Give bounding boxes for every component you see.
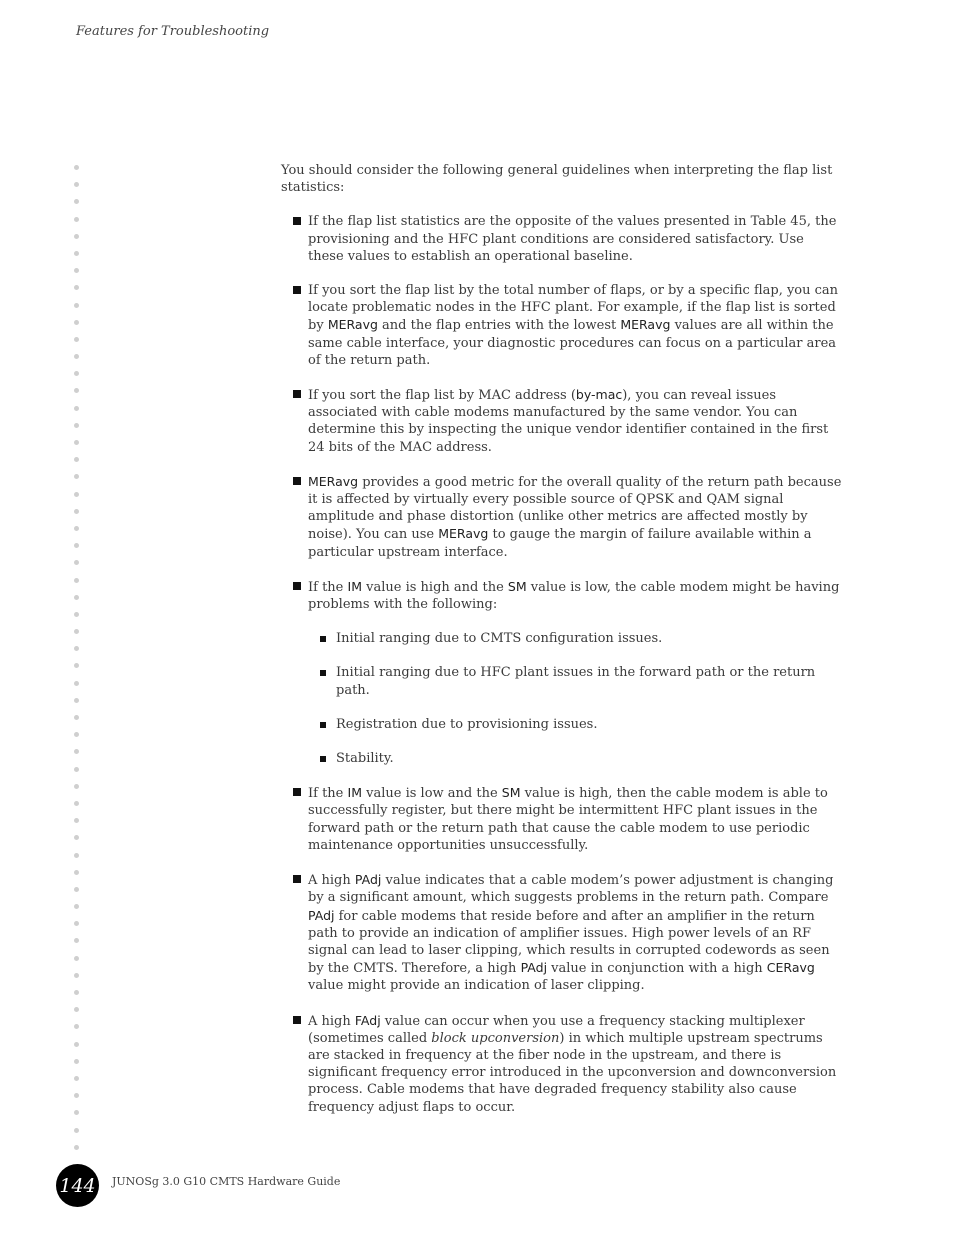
margin-dot (74, 853, 79, 858)
text-segment: If the (308, 579, 348, 595)
margin-dot (74, 217, 79, 222)
text-segment: value is high and the (362, 579, 508, 595)
field-name: FAdj (354, 1012, 381, 1028)
text-segment: value indicates that a cable modem’s power adjustment is changing by a significant amount, which suggests problems in the return path. Compare (308, 873, 834, 906)
text-segment: and the flap entries with the lowest (377, 318, 621, 334)
margin-dot (74, 801, 79, 806)
margin-dot (74, 543, 79, 548)
margin-dot (74, 406, 79, 411)
text-segment: value might provide an indication of laser clipping. (308, 978, 645, 994)
guideline-item (281, 871, 843, 994)
margin-dot (74, 303, 79, 308)
text-segment: If the flap list statistics are the opposite of the values presented in Table 45, the provisioning and the HFC plant conditions are considered satisfactory. Use these values to establish an operational baseline. (308, 214, 837, 264)
guideline-list (281, 213, 843, 1115)
margin-dot (74, 1042, 79, 1047)
margin-dot (74, 509, 79, 514)
field-name: MERavg (438, 526, 489, 542)
main-content (281, 162, 843, 1133)
field-name: IM (347, 578, 362, 594)
margin-dot (74, 818, 79, 823)
text-segment: If you sort the flap list by the total number of flaps, or by a specific flap, you can locate problematic nodes in the HFC plant. For example, if the flap list is sorted by (308, 283, 839, 334)
text-segment: provides a good metric for the overall quality of the return path because it is affected by virtually every possible source of QPSK and QAM signal amplitude and phase distortion (unlike other metrics are affected mostly by noise). You can use (308, 474, 842, 543)
margin-dot (74, 646, 79, 651)
margin-dot (74, 457, 79, 462)
margin-dot (74, 870, 79, 875)
text-segment: to gauge the margin of failure available within a particular upstream interface. (308, 527, 812, 560)
field-name: MERavg (620, 317, 671, 333)
margin-dot (74, 990, 79, 995)
margin-dot (74, 182, 79, 187)
field-name: IM (347, 785, 362, 801)
margin-dot (74, 251, 79, 256)
guideline-item (281, 784, 843, 854)
page-number-badge: 144 (56, 1164, 99, 1207)
margin-dot (74, 578, 79, 583)
margin-dot (74, 337, 79, 342)
margin-dot (74, 784, 79, 789)
text-segment: value is low, the cable modem might be having problems with the following: (308, 579, 840, 613)
margin-dot (74, 440, 79, 445)
guideline-item (281, 473, 843, 561)
margin-dot (74, 423, 79, 428)
intro-paragraph: You should consider the following general guidelines when interpreting the flap list statistics: (281, 163, 833, 196)
margin-dot (74, 835, 79, 840)
field-name: MERavg (308, 473, 359, 489)
margin-dot (74, 767, 79, 772)
margin-dot (74, 956, 79, 961)
text-segment: block upconversion (431, 1030, 560, 1046)
field-name: PAdj (354, 872, 382, 888)
margin-dot (74, 1076, 79, 1081)
margin-dot (74, 921, 79, 926)
margin-dot (74, 268, 79, 273)
margin-dot (74, 1007, 79, 1012)
field-name: PAdj (520, 960, 548, 976)
margin-dot (74, 1110, 79, 1115)
margin-dot (74, 629, 79, 634)
guideline-item (281, 213, 843, 265)
guideline-item (281, 578, 843, 767)
field-name: by-mac (575, 387, 623, 403)
margin-dot (74, 388, 79, 393)
margin-dot (74, 715, 79, 720)
margin-dot (74, 595, 79, 600)
margin-dot (74, 165, 79, 170)
text-segment: A high (308, 873, 355, 889)
guideline-item (281, 386, 843, 456)
margin-dot (74, 560, 79, 565)
field-name: SM (501, 785, 521, 801)
field-name: SM (507, 578, 527, 594)
margin-dot (74, 1145, 79, 1150)
margin-dot (74, 354, 79, 359)
text-segment: values are all within the same cable interface, your diagnostic procedures can focus on a particular area of the return path. (308, 318, 837, 368)
guideline-item (281, 1012, 843, 1116)
margin-dot (74, 1128, 79, 1133)
margin-dot (74, 1059, 79, 1064)
field-name: CERavg (766, 960, 815, 976)
sub-list-item: Stability. (308, 750, 843, 767)
margin-dot (74, 681, 79, 686)
margin-dot (74, 904, 79, 909)
margin-dot (74, 1024, 79, 1029)
margin-dot (74, 749, 79, 754)
text-segment: If you sort the flap list by MAC address ( (308, 388, 576, 404)
sub-list-item: Registration due to provisioning issues. (308, 716, 843, 733)
margin-dot (74, 663, 79, 668)
text-segment: value is low and the (362, 786, 502, 802)
margin-dot (74, 320, 79, 325)
margin-dot (74, 887, 79, 892)
margin-dot (74, 234, 79, 239)
margin-dot-rule (72, 165, 84, 1162)
text-segment: ), you can reveal issues associated with cable modems manufactured by the same vendor. You can determine this by inspecting the unique vendor identifier contained in the first 24 bits of the MAC address. (308, 388, 829, 455)
text-segment: value in conjunction with a high (547, 961, 767, 977)
field-name: PAdj (308, 907, 335, 923)
text-segment: If the (308, 786, 348, 802)
margin-dot (74, 492, 79, 497)
text-segment: value can occur when you use a frequency stacking multiplexer (sometimes called (308, 1013, 805, 1046)
margin-dot (74, 199, 79, 204)
text-segment: A high (308, 1013, 355, 1029)
margin-dot (74, 698, 79, 703)
margin-dot (74, 612, 79, 617)
margin-dot (74, 973, 79, 978)
margin-dot (74, 1093, 79, 1098)
margin-dot (74, 371, 79, 376)
footer-book-title: JUNOSg 3.0 G10 CMTS Hardware Guide (112, 1175, 341, 1188)
sub-list (308, 630, 843, 767)
sub-list-item: Initial ranging due to HFC plant issues in the forward path or the return path. (308, 664, 843, 698)
text-segment: for cable modems that reside before and after an amplifier in the return path to provide an indication of amplifier issues. High power levels of an RF signal can lead to laser clipping, which results in corrupted codewords as seen by the CMTS. Therefore, a high (308, 908, 830, 977)
margin-dot (74, 732, 79, 737)
margin-dot (74, 474, 79, 479)
text-segment: ) in which multiple upstream spectrums are stacked in frequency at the fiber node in the upstream, and there is significant frequency error introduced in the upconversion and downconversion process. Cable modems that have degraded frequency stability also cause frequency adjust flaps to occur. (308, 1030, 837, 1115)
margin-dot (74, 285, 79, 290)
margin-dot (74, 938, 79, 943)
margin-dot (74, 526, 79, 531)
running-header: Features for Troubleshooting (76, 24, 270, 39)
guideline-item (281, 282, 843, 369)
sub-list-item: Initial ranging due to CMTS configuration issues. (308, 630, 843, 647)
field-name: MERavg (327, 317, 378, 333)
text-segment: value is high, then the cable modem is able to successfully register, but there might be intermittent HFC plant issues in the forward path or the return path that cause the cable modem to use periodic maintenance opportunities unsuccessfully. (308, 786, 828, 853)
